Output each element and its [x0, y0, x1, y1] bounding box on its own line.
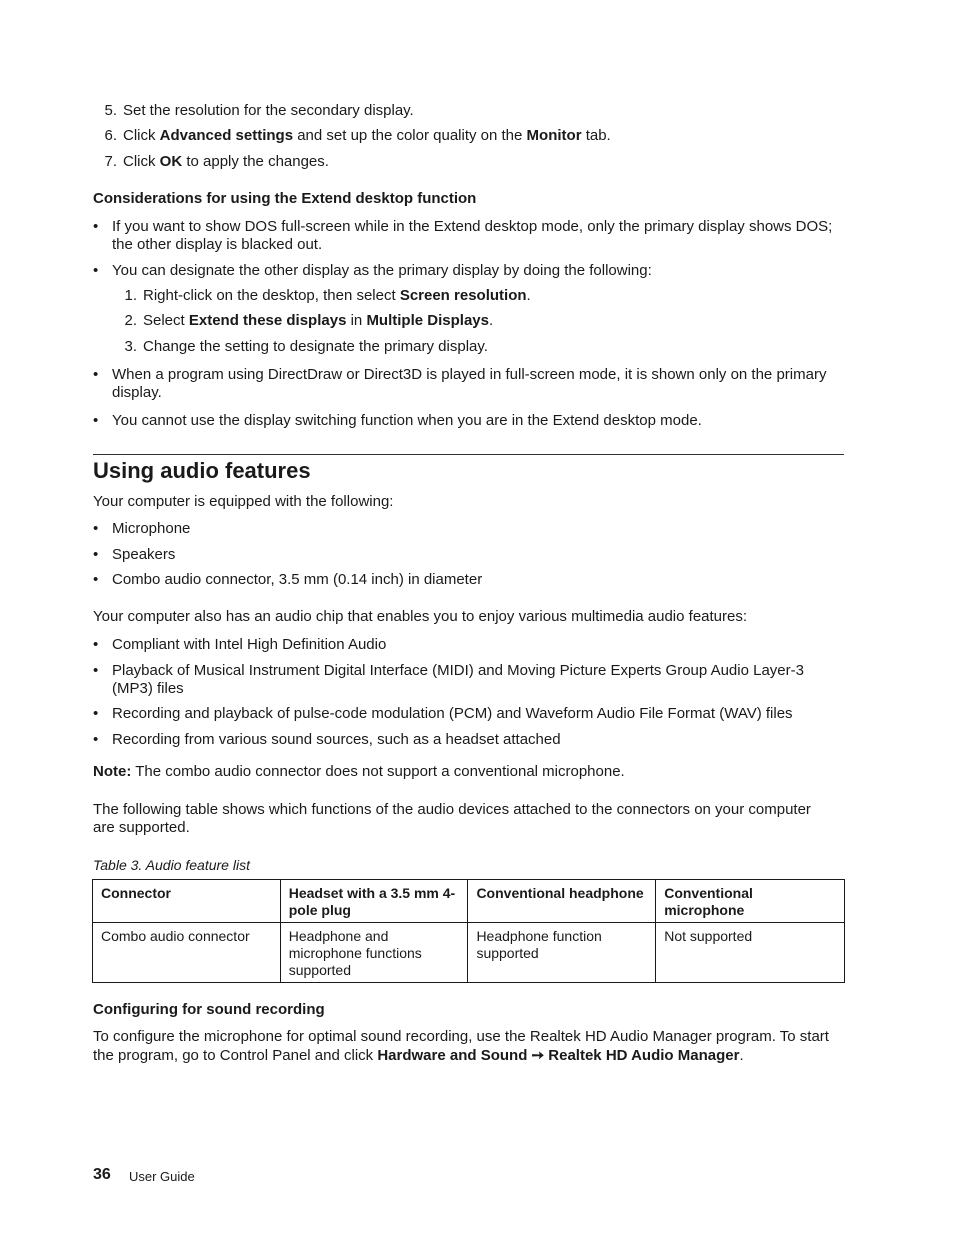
considerations-bullet-2: You can designate the other display as the primary display by doing the following: — [112, 262, 652, 279]
table-intro: The following table shows which functions of the audio devices attached to the connectors on your computer are supported. — [93, 801, 811, 836]
note-label: Note: — [93, 763, 132, 780]
table-cell: Combo audio connector — [93, 923, 281, 983]
considerations-bullet-4: You cannot use the display switching function when you are in the Extend desktop mode. — [112, 412, 702, 429]
bullet-icon: • — [93, 412, 99, 429]
considerations-bullet-3: When a program using DirectDraw or Direct3D is played in full-screen mode, it is shown only on the primary display. — [112, 366, 827, 401]
substep-3: 3. Change the setting to designate the primary display. — [124, 338, 488, 355]
bullet-icon: • — [93, 705, 99, 722]
considerations-heading: Considerations for using the Extend desktop function — [93, 190, 477, 207]
step-7: 7. Click OK to apply the changes. — [104, 153, 329, 170]
note — [93, 763, 625, 781]
feature-item: Recording from various sound sources, such as a headset attached — [112, 731, 561, 748]
equipment-item: Microphone — [112, 520, 191, 537]
audio-feature-table — [92, 879, 845, 983]
footer-label: User Guide — [129, 1169, 195, 1184]
page-number: 36 — [93, 1166, 111, 1183]
table-header-cell: Conventional headphone — [468, 880, 656, 923]
table-row — [93, 923, 845, 983]
audio-intro: Your computer is equipped with the following: — [93, 493, 394, 510]
feature-item: Recording and playback of pulse-code modulation (PCM) and Waveform Audio File Format (WAV) files — [112, 705, 793, 722]
step-6: 6. Click Advanced settings and set up the color quality on the Monitor tab. — [104, 127, 611, 144]
table-header-cell: Headset with a 3.5 mm 4-pole plug — [280, 880, 468, 923]
table-cell: Headphone and microphone functions supported — [280, 923, 468, 983]
section-title: Using audio features — [93, 458, 311, 483]
bullet-icon: • — [93, 366, 99, 383]
bullet-icon: • — [93, 546, 99, 563]
audio-chip-intro: Your computer also has an audio chip that enables you to enjoy various multimedia audio features: — [93, 608, 748, 625]
bullet-icon: • — [93, 262, 99, 279]
recording-body: To configure the microphone for optimal sound recording, use the Realtek HD Audio Manager program. To start the program, go to Control Panel and click Hardware and Sound ➙ Realtek HD Audio Manager. — [93, 1028, 829, 1064]
equipment-item: Combo audio connector, 3.5 mm (0.14 inch) in diameter — [112, 571, 483, 588]
arrow-right-icon: ➙ — [531, 1047, 545, 1064]
recording-heading: Configuring for sound recording — [93, 1001, 325, 1018]
bullet-icon: • — [93, 662, 99, 679]
table-header-row — [93, 880, 845, 923]
section-divider — [93, 454, 844, 455]
table-header-cell: Connector — [93, 880, 281, 923]
considerations-bullet-1: If you want to show DOS full-screen while in the Extend desktop mode, only the primary display shows DOS; the other display is blacked out. — [112, 218, 833, 253]
table-caption: Table 3. Audio feature list — [93, 857, 250, 873]
table-cell: Headphone function supported — [468, 923, 656, 983]
substep-1: 1. Right-click on the desktop, then select Screen resolution. — [124, 287, 531, 304]
table-header-cell: Conventional microphone — [656, 880, 845, 923]
bullet-icon: • — [93, 218, 99, 235]
bullet-icon: • — [93, 636, 99, 653]
bullet-icon: • — [93, 520, 99, 537]
bullet-icon: • — [93, 731, 99, 748]
step-5: 5. Set the resolution for the secondary display. — [104, 102, 414, 119]
substep-2: 2. Select Extend these displays in Multiple Displays. — [124, 312, 494, 329]
equipment-item: Speakers — [112, 546, 176, 563]
table-cell: Not supported — [656, 923, 845, 983]
feature-item: Compliant with Intel High Definition Audio — [112, 636, 387, 653]
bullet-icon: • — [93, 571, 99, 588]
note-text: The combo audio connector does not support a conventional microphone. — [131, 763, 625, 780]
feature-item: Playback of Musical Instrument Digital Interface (MIDI) and Moving Picture Experts Group Audio Layer-3 (MP3) files — [112, 662, 804, 697]
